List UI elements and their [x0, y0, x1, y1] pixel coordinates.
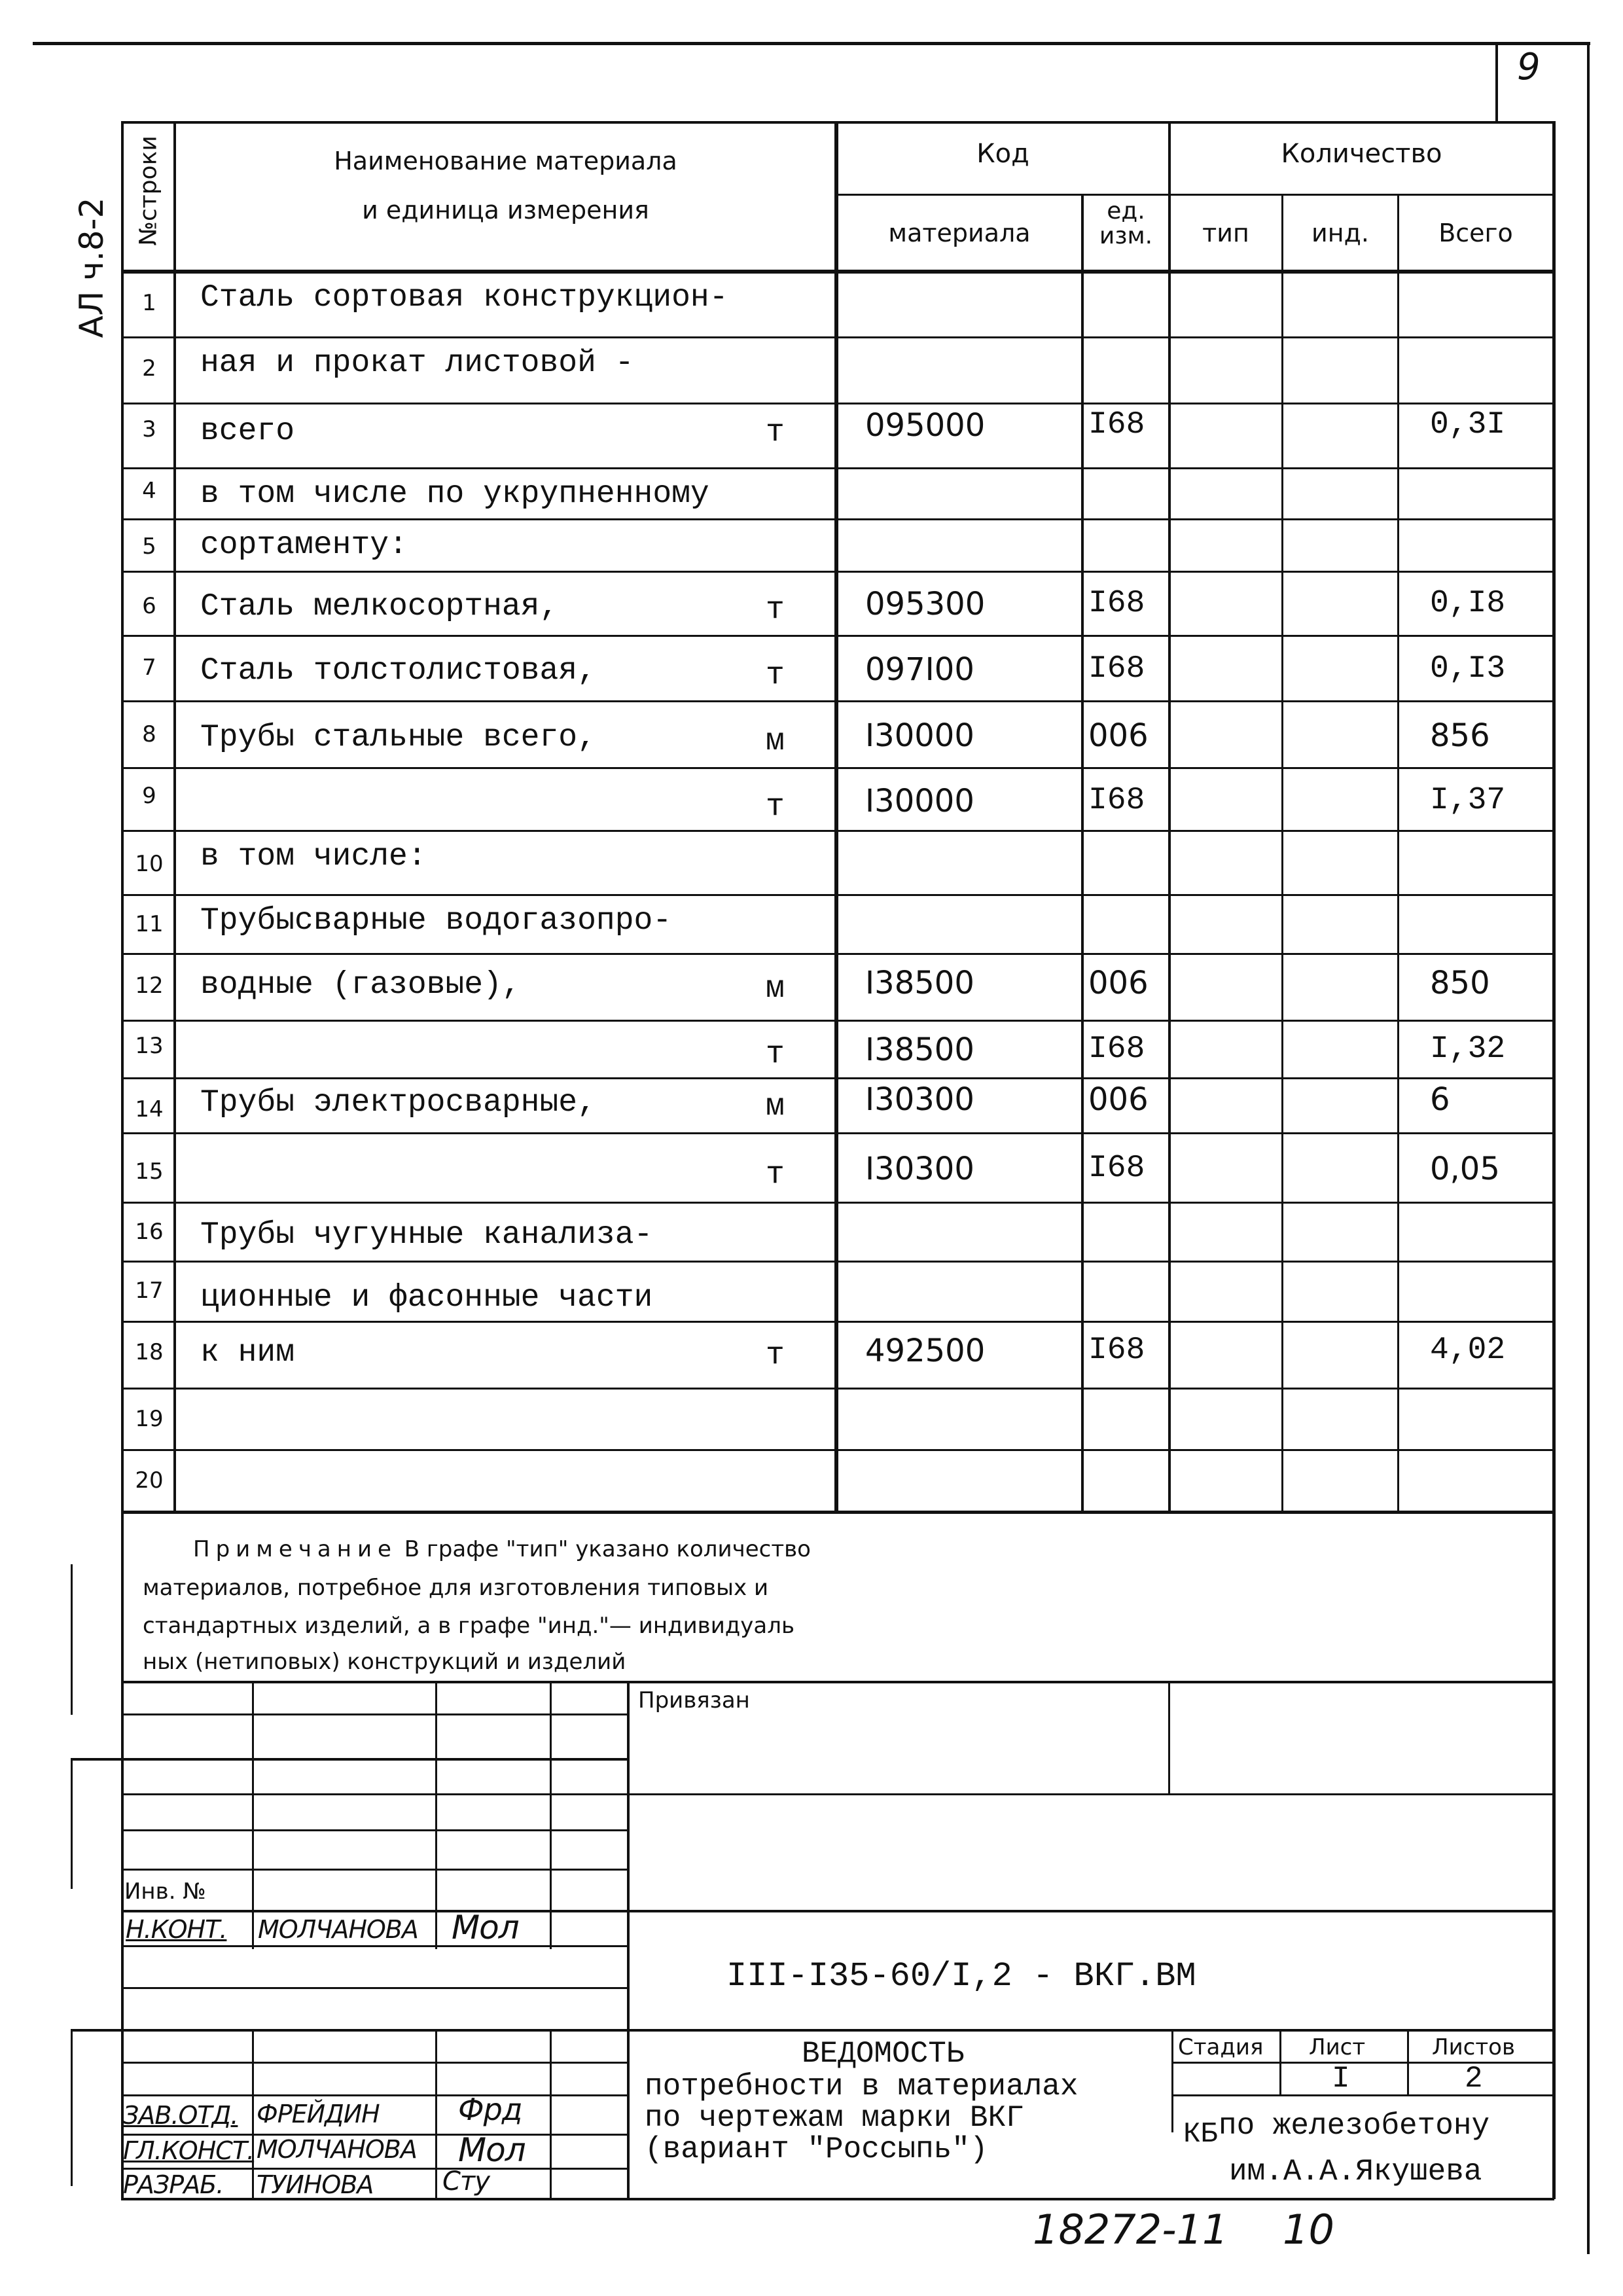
signature-role: ГЛ.КОНСТ.: [123, 2136, 255, 2165]
header-quantity: Количество: [1281, 139, 1442, 169]
row-code-unit: I68: [1088, 586, 1145, 621]
row-number: 20: [135, 1467, 164, 1494]
row-name: Сталь сортовая конструкцион-: [200, 280, 728, 315]
row-code-unit: I68: [1088, 651, 1145, 687]
row-number: 14: [135, 1096, 164, 1122]
row-total: 0,I8: [1430, 586, 1506, 621]
row-number: 4: [142, 478, 156, 504]
org-line-2: им.А.А.Якушева: [1229, 2155, 1482, 2189]
row-code: I38500: [865, 965, 974, 1001]
row-number: 6: [142, 593, 156, 619]
signature-name: ФРЕЙДИН: [257, 2100, 380, 2128]
sheets-label: Листов: [1432, 2034, 1516, 2060]
row-code: I30000: [865, 783, 974, 819]
note-line-4: ных (нетиповых) конструкций и изделий: [143, 1649, 626, 1675]
signature-name: МОЛЧАНОВА: [257, 2135, 417, 2164]
row-name: Трубы электросварные,: [200, 1085, 596, 1121]
row-code-unit: I68: [1088, 783, 1145, 818]
row-number: 11: [135, 911, 164, 937]
row-unit: т: [766, 658, 785, 693]
bottom-document-number: 18272-11: [1033, 2206, 1228, 2253]
row-unit: м: [766, 724, 785, 759]
inventory-number-label: Инв. №: [124, 1878, 206, 1905]
note-line-2: материалов, потребное для изготовления типовых и: [143, 1575, 769, 1601]
row-number: 16: [135, 1219, 164, 1245]
signature-role: ЗАВ.ОТД.: [123, 2101, 238, 2130]
row-number: 7: [142, 655, 156, 681]
row-name: ционные и фасонные части: [200, 1280, 653, 1316]
title-line-3: по чертежам марки ВКГ: [645, 2101, 1024, 2135]
linked-label: Привязан: [638, 1687, 750, 1713]
row-code-unit: 006: [1088, 1081, 1149, 1118]
row-code: I30000: [865, 717, 974, 754]
signature-mark: Мол: [452, 1909, 519, 1946]
signature-name: ТУИНОВА: [257, 2170, 374, 2199]
row-name: Трубы стальные всего,: [200, 720, 596, 755]
row-code: 095300: [865, 586, 986, 622]
row-unit: т: [766, 1037, 785, 1072]
note-text: В графе "тип" указано количество: [404, 1536, 811, 1562]
header-row-number: №строки: [135, 135, 162, 246]
row-unit: т: [766, 415, 785, 450]
side-code: АЛ ч.8-2: [73, 197, 111, 338]
row-number: 18: [135, 1339, 164, 1365]
row-unit: т: [766, 1157, 785, 1193]
row-code: 097I00: [865, 651, 974, 688]
row-total: 6: [1430, 1081, 1450, 1118]
row-total: I,32: [1430, 1031, 1506, 1067]
row-total: 0,3I: [1430, 407, 1506, 442]
row-code: I30300: [865, 1151, 974, 1187]
row-total: 4,02: [1430, 1333, 1506, 1368]
signature-mark: Мол: [458, 2131, 526, 2169]
header-code-unit: ед. изм.: [1099, 198, 1153, 249]
stage-label: Стадия: [1178, 2034, 1264, 2060]
row-number: 19: [135, 1406, 164, 1432]
row-name: в том числе по укрупненному: [200, 476, 709, 512]
row-code-unit: I68: [1088, 1333, 1145, 1368]
note-label: Примечание: [193, 1536, 397, 1562]
row-name: Сталь мелкосортная,: [200, 589, 559, 624]
row-total: 856: [1430, 717, 1490, 754]
row-total: 0,I3: [1430, 651, 1506, 687]
document-code: III-I35-60/I,2 - ВКГ.ВМ: [726, 1957, 1196, 1996]
row-number: 5: [142, 533, 156, 560]
row-unit: т: [766, 592, 785, 628]
row-code: 095000: [865, 407, 986, 444]
page-number-box-left: [1495, 42, 1498, 122]
header-code-material: материала: [888, 219, 1031, 247]
header-code: Код: [976, 139, 1029, 169]
row-total: I,37: [1430, 783, 1506, 818]
row-code-unit: I68: [1088, 1151, 1145, 1186]
row-name: сортаменту:: [200, 528, 408, 563]
row-name: в том числе:: [200, 839, 427, 874]
row-number: 17: [135, 1278, 164, 1304]
header-qty-ind: инд.: [1311, 219, 1369, 247]
header-name-line1: Наименование материала: [334, 147, 677, 175]
row-name: к ним: [200, 1335, 295, 1371]
title-line-2: потребности в материалах: [645, 2070, 1079, 2104]
org-line-1: по железобетону: [1219, 2109, 1490, 2143]
row-code-unit: 006: [1088, 965, 1149, 1001]
row-number: 8: [142, 721, 156, 747]
note-line-1: [193, 1530, 811, 1569]
row-code: I30300: [865, 1081, 974, 1118]
row-unit: м: [766, 971, 785, 1007]
row-code-unit: 006: [1088, 717, 1149, 754]
top-rule: [33, 42, 1590, 45]
right-frame-line: [1587, 42, 1590, 2254]
title-line-4: (вариант "Россыпь"): [645, 2132, 988, 2166]
row-name: Трубысварные водогазопро-: [200, 903, 672, 939]
signature-role: РАЗРАБ.: [123, 2170, 224, 2199]
row-name: ная и прокат листовой -: [200, 346, 634, 381]
signature-mark: Фрд: [458, 2092, 522, 2127]
row-name: Сталь толстолистовая,: [200, 653, 596, 689]
row-name: всего: [200, 414, 295, 449]
row-number: 12: [135, 973, 164, 999]
page-number: 9: [1517, 46, 1541, 88]
bottom-sheet-number: 10: [1283, 2206, 1334, 2253]
row-name: водные (газовые),: [200, 967, 521, 1003]
row-name: Трубы чугунные канализа-: [200, 1217, 653, 1253]
row-number: 13: [135, 1033, 164, 1059]
row-number: 1: [142, 290, 156, 316]
header-name-line2: и единица измерения: [362, 196, 649, 224]
header-qty-type: тип: [1202, 219, 1249, 247]
title-line-1: ВЕДОМОСТЬ: [802, 2037, 965, 2071]
row-number: 2: [142, 355, 156, 382]
sheet-value: I: [1332, 2062, 1350, 2096]
row-total: 850: [1430, 965, 1490, 1001]
row-number: 15: [135, 1158, 164, 1185]
row-number: 10: [135, 851, 164, 877]
row-code: I38500: [865, 1031, 974, 1068]
sheet-label: Лист: [1309, 2034, 1366, 2060]
row-number: 3: [142, 416, 156, 442]
row-unit: т: [766, 789, 785, 825]
row-unit: м: [766, 1089, 785, 1124]
row-code-unit: I68: [1088, 407, 1145, 442]
header-qty-total: Всего: [1438, 219, 1513, 247]
row-code: 492500: [865, 1333, 986, 1369]
row-code-unit: I68: [1088, 1031, 1145, 1067]
sheets-value: 2: [1465, 2062, 1483, 2096]
row-total: 0,05: [1430, 1151, 1500, 1187]
signature-name: МОЛЧАНОВА: [258, 1915, 418, 1944]
note-line-3: стандартных изделий, а в графе "инд."— индивидуаль: [143, 1613, 795, 1639]
row-number: 9: [142, 783, 156, 809]
org-prefix: КБ: [1183, 2118, 1218, 2151]
signature-role: Н.КОНТ.: [126, 1915, 227, 1944]
signature-mark: Сту: [442, 2166, 490, 2197]
row-unit: т: [766, 1338, 785, 1373]
